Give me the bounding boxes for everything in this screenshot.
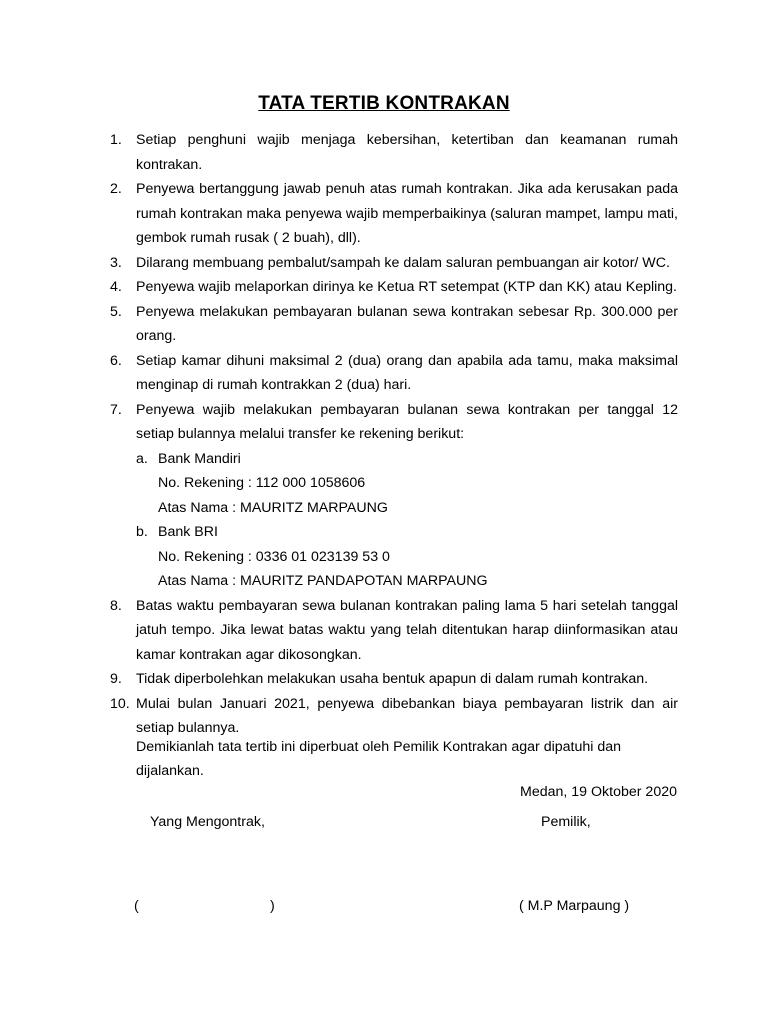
bank-account-holder: Atas Nama : MAURITZ MARPAUNG	[158, 499, 388, 516]
rule-number: 9.	[110, 671, 122, 687]
rule-text: Penyewa wajib melakukan pembayaran bulanan sewa kontrakan per tanggal 12 setiap bulannya melalui transfer ke rekening berikut:	[136, 401, 678, 442]
rule-item-4	[0, 275, 678, 300]
closing-statement: Demikianlah tata tertib ini diperbuat oleh Pemilik Kontrakan agar dipatuhi dan dijalankan.	[136, 739, 622, 779]
bank-account-number: No. Rekening : 0336 01 023139 53 0	[158, 548, 390, 565]
bank-account-holder: Atas Nama : MAURITZ PANDAPOTAN MARPAUNG	[158, 573, 488, 589]
bank-name: Bank Mandiri	[158, 450, 241, 467]
bank-item-mandiri	[136, 447, 678, 521]
rule-number: 2.	[110, 181, 122, 197]
rule-item-1	[0, 128, 678, 177]
rule-item-2	[0, 177, 678, 251]
paren-open: (	[134, 898, 139, 914]
owner-signature-label: Pemilik,	[541, 814, 591, 830]
rule-number: 1.	[110, 132, 122, 148]
rules-list	[0, 128, 768, 741]
rule-item-10	[0, 692, 678, 741]
bank-item-bri	[136, 520, 678, 594]
rule-item-5	[0, 300, 678, 349]
rule-number: 7.	[110, 401, 122, 418]
rule-item-6	[0, 349, 678, 398]
paren-close: )	[270, 898, 275, 914]
rule-text: Mulai bulan Januari 2021, penyewa dibebankan biaya pembayaran listrik dan air setiap bulannya.	[136, 695, 678, 736]
rule-item-3	[0, 251, 678, 276]
rule-text: Setiap penghuni wajib menjaga kebersihan, ketertiban dan keamanan rumah kontrakan.	[136, 132, 678, 173]
tenant-signature-label: Yang Mengontrak,	[150, 814, 265, 830]
owner-signature-name: ( M.P Marpaung )	[519, 898, 630, 914]
rule-text: Penyewa melakukan pembayaran bulanan sewa kontrakan sebesar Rp. 300.000 per orang.	[136, 303, 678, 344]
rule-number: 3.	[110, 254, 122, 271]
bank-letter: a.	[136, 450, 148, 467]
rule-item-9	[0, 667, 678, 692]
rule-text: Penyewa wajib melaporkan dirinya ke Ketua RT setempat (KTP dan KK) atau Kepling.	[136, 279, 678, 295]
place-date: Medan, 19 Oktober 2020	[520, 784, 677, 800]
bank-name: Bank BRI	[158, 524, 218, 540]
rule-item-7	[0, 398, 678, 594]
bank-account-number: No. Rekening : 112 000 1058606	[158, 475, 366, 491]
rule-text: Batas waktu pembayaran sewa bulanan kontrakan paling lama 5 hari setelah tanggal jatuh tempo. Jika lewat batas waktu yang telah ditentukan harap diinformasikan atau kamar kontrakan agar dikosongkan.	[136, 597, 678, 663]
tenant-signature-blank	[134, 894, 275, 918]
rule-number: 5.	[110, 303, 122, 320]
rule-text: Setiap kamar dihuni maksimal 2 (dua) orang dan apabila ada tamu, maka maksimal menginap di rumah kontrakkan 2 (dua) hari.	[136, 352, 678, 393]
document-title: TATA TERTIB KONTRAKAN	[258, 93, 510, 114]
bank-letter: b.	[136, 524, 148, 540]
rule-text: Penyewa bertanggung jawab penuh atas rumah kontrakan. Jika ada kerusakan pada rumah kontrakan maka penyewa wajib memperbaikinya (saluran mampet, lampu mati, gembok rumah rusak ( 2 buah), dll).	[136, 181, 678, 246]
rule-number: 8.	[110, 597, 122, 614]
bank-list	[136, 447, 678, 594]
rule-number: 10.	[110, 695, 130, 712]
rule-number: 6.	[110, 352, 122, 369]
rule-text: Tidak diperbolehkan melakukan usaha bentuk apapun di dalam rumah kontrakan.	[136, 671, 649, 687]
rule-number: 4.	[110, 279, 122, 295]
rule-text: Dilarang membuang pembalut/sampah ke dalam saluran pembuangan air kotor/ WC.	[136, 254, 670, 271]
rule-item-8	[0, 594, 678, 668]
